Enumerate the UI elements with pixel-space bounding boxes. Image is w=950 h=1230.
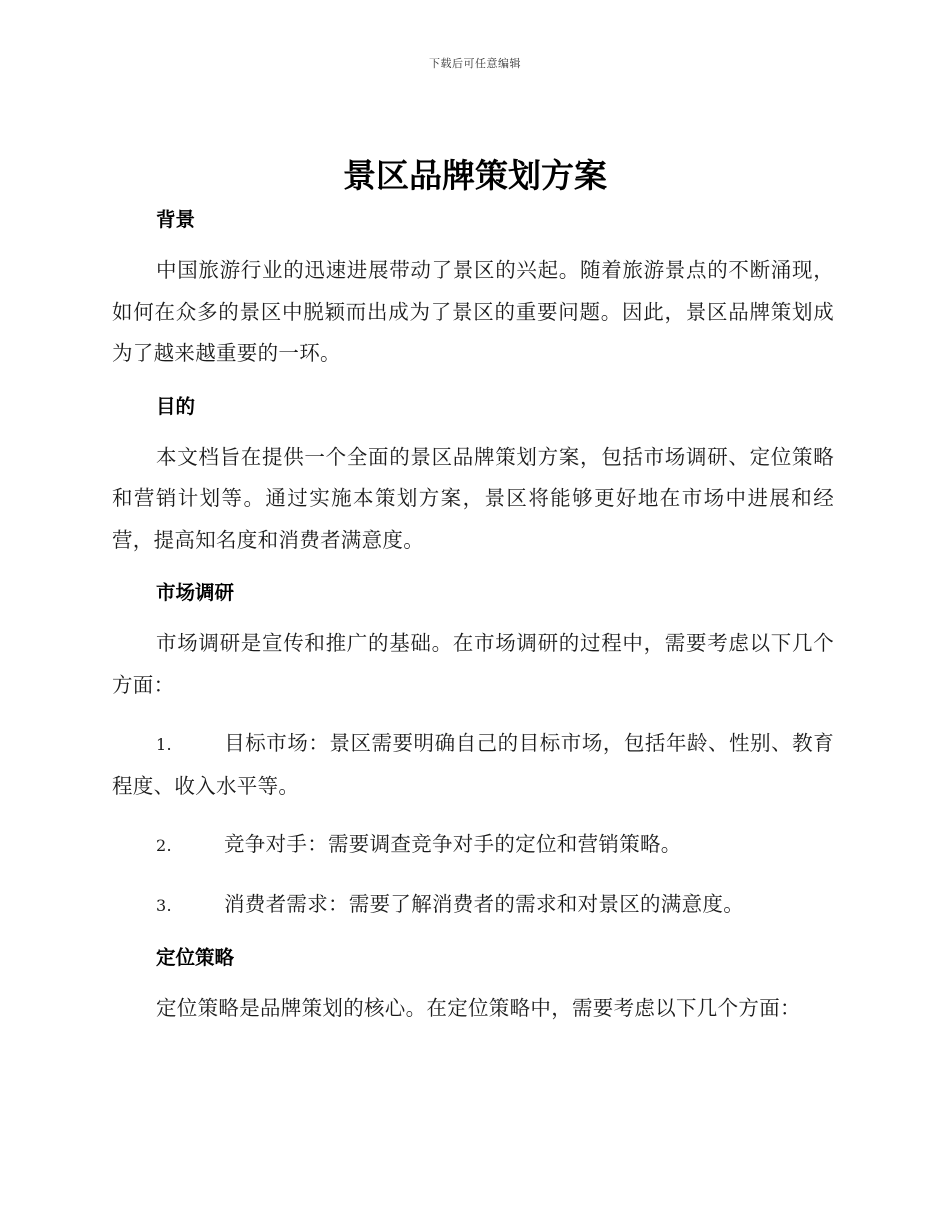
list-item-text: 消费者需求：需要了解消费者的需求和对景区的满意度。 [224,891,744,916]
section-paragraph-purpose: 本文档旨在提供一个全面的景区品牌策划方案，包括市场调研、定位策略和营销计划等。通过实施本策划方案，景区将能够更好地在市场中进展和经营，提高知名度和消费者满意度。 [112,444,834,552]
document-body [112,196,834,1030]
section-heading-positioning: 定位策略 [156,946,235,969]
list-item-number: 2. [156,836,172,855]
section-paragraph-market-research: 市场调研是宣传和推广的基础。在市场调研的过程中，需要考虑以下几个方面： [112,631,834,697]
page-header-note: 下载后可任意编辑 [429,57,521,70]
section-paragraph-positioning: 定位策略是品牌策划的核心。在定位策略中，需要考虑以下几个方面： [156,996,801,1020]
list-item-text: 竞争对手：需要调查竞争对手的定位和营销策略。 [224,832,682,856]
section-heading-purpose: 目的 [156,394,196,418]
section-heading-background: 背景 [156,208,196,231]
list-item-number: 1. [156,735,172,754]
section-heading-market-research: 市场调研 [156,581,235,604]
list-item-number: 3. [156,895,172,915]
list-item [112,723,834,807]
list-item-text: 目标市场：景区需要明确自己的目标市场，包括年龄、性别、教育程度、收入水平等。 [112,731,834,798]
section-paragraph-background: 中国旅游行业的迅速进展带动了景区的兴起。随着旅游景点的不断涌现，如何在众多的景区中脱颖而出成为了景区的重要问题。因此，景区品牌策划成为了越来越重要的一环。 [112,258,834,365]
document-title: 景区品牌策划方案 [343,156,607,195]
list-item [112,884,834,927]
market-research-list [112,723,834,926]
list-item [112,824,834,867]
